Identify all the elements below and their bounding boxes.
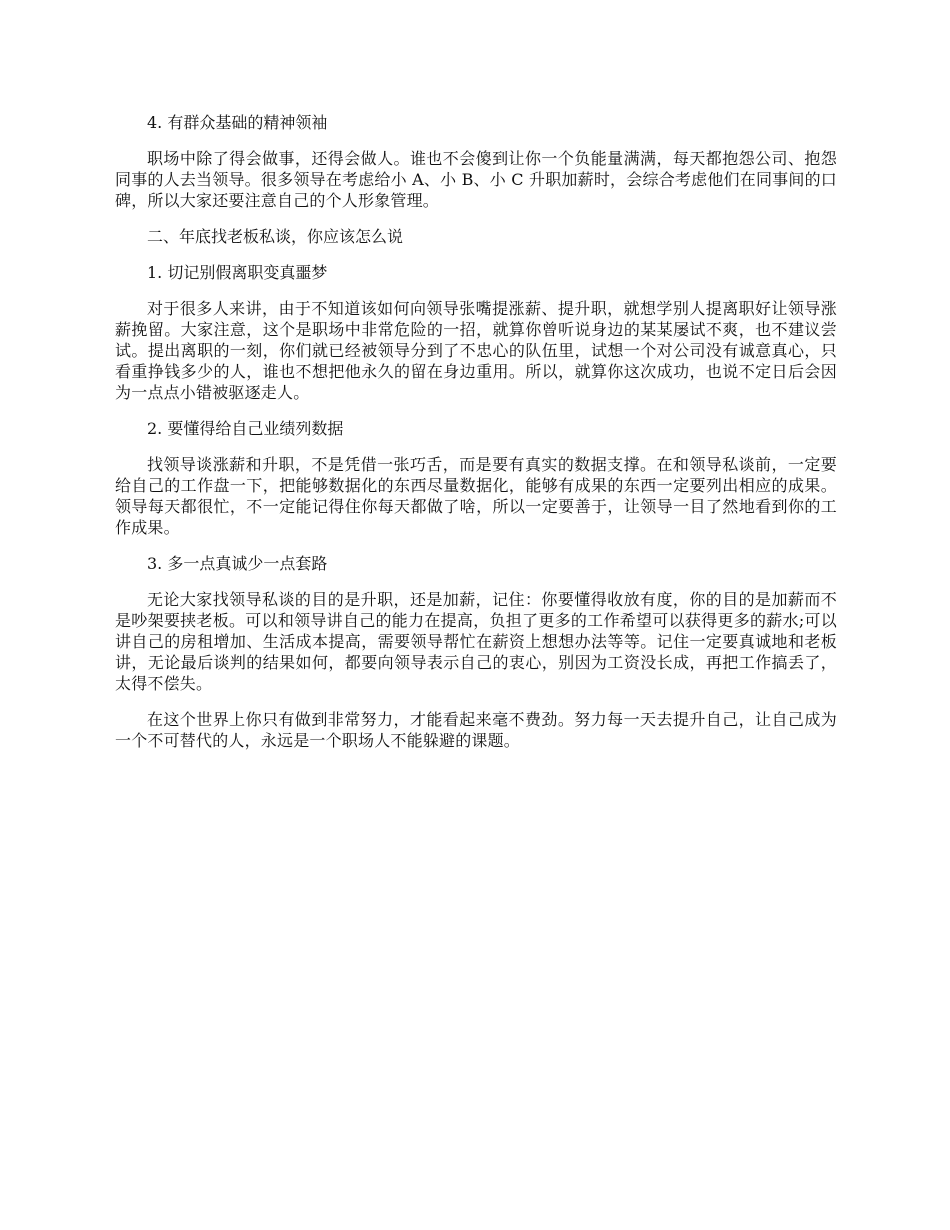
paragraph-conclusion: 在这个世界上你只有做到非常努力，才能看起来毫不费劲。努力每一天去提升自己，让自己成为一个不可替代的人，永远是一个职场人不能躲避的课题。 (115, 710, 837, 750)
document-body (115, 112, 837, 766)
subheading-fake-resignation: 1. 切记别假离职变真噩梦 (147, 263, 328, 282)
subheading-performance-data: 2. 要懂得给自己业绩列数据 (147, 419, 344, 438)
subheading-sincerity: 3. 多一点真诚少一点套路 (147, 554, 328, 573)
paragraph-workplace-reputation: 职场中除了得会做事，还得会做人。谁也不会傻到让你一个负能量满满，每天都抱怨公司、抱怨同事的人去当领导。很多领导在考虑给小 A、小 B、小 C 升职加薪时，会综合考虑他们在同事间的口碑，所以大家还要注意自己的个人形象管理。 (115, 149, 837, 210)
section-heading-private-talk: 二、年底找老板私谈，你应该怎么说 (147, 227, 404, 246)
paragraph-sincerity: 无论大家找领导私谈的目的是升职，还是加薪，记住：你要懂得收放有度，你的目的是加薪而不是吵架要挟老板。可以和领导讲自己的能力在提高，负担了更多的工作希望可以获得更多的薪水;可以讲自己的房租增加、生活成本提高，需要领导帮忙在薪资上想想办法等等。记住一定要真诚地和老板讲，无论最后谈判的结果如何，都要向领导表示自己的衷心，别因为工资没长成，再把工作搞丢了，太得不偿失。 (115, 590, 837, 693)
paragraph-performance-data: 找领导谈涨薪和升职，不是凭借一张巧舌，而是要有真实的数据支撑。在和领导私谈前，一定要给自己的工作盘一下，把能够数据化的东西尽量数据化，能够有成果的东西一定要列出相应的成果。领导每天都很忙，不一定能记得住你每天都做了啥，所以一定要善于，让领导一目了然地看到你的工作成果。 (115, 455, 837, 537)
section-heading-spiritual-leader: 4. 有群众基础的精神领袖 (147, 113, 328, 132)
paragraph-fake-resignation: 对于很多人来讲，由于不知道该如何向领导张嘴提涨薪、提升职，就想学别人提离职好让领导涨薪挽留。大家注意，这个是职场中非常危险的一招，就算你曾听说身边的某某屡试不爽，也不建议尝试。提出离职的一刻，你们就已经被领导分到了不忠心的队伍里，试想一个对公司没有诚意真心，只看重挣钱多少的人，谁也不想把他永久的留在身边重用。所以，就算你这次成功，也说不定日后会因为一点点小错被驱逐走人。 (115, 299, 837, 402)
